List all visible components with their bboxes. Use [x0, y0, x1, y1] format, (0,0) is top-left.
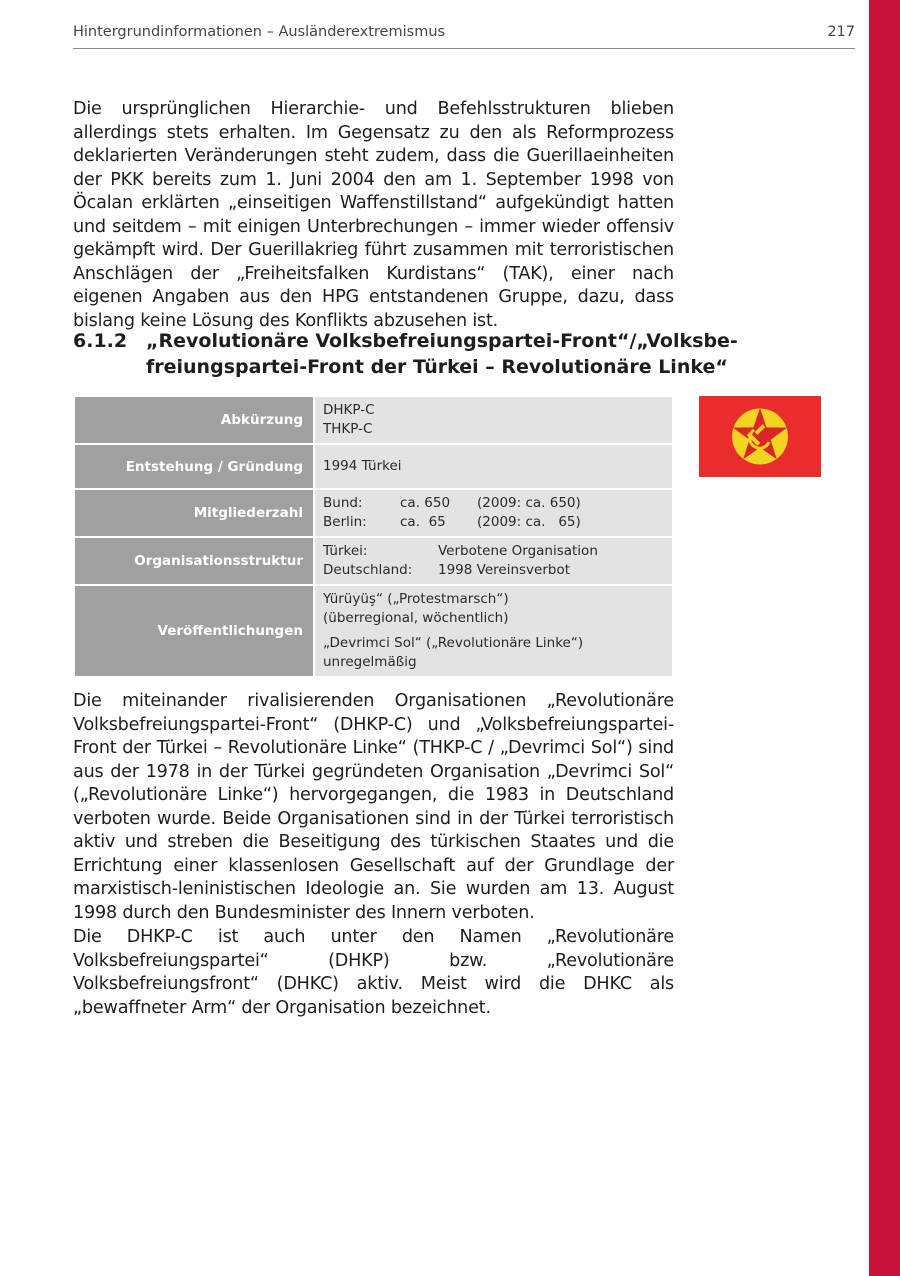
red-star-hammer-sickle-flag-icon: [699, 396, 821, 477]
members-place: Berlin:: [323, 514, 367, 530]
table-row-founding: [74, 444, 673, 489]
members-place: Bund:: [323, 495, 363, 511]
row-value: [314, 396, 673, 444]
table-row-structure: [74, 537, 673, 585]
header-title: Hintergrundinformationen – Ausländerextremismus: [73, 24, 446, 40]
row-value: [314, 537, 673, 585]
founding-value: 1994 Türkei: [314, 444, 673, 489]
row-value: [314, 489, 673, 537]
paragraph-organizations: Die miteinander rivalisierenden Organisationen „Revolutionäre Volksbefreiungspartei-Front“ (DHKP-C) und „Volksbefreiungspartei-Front der Türkei – Revolutionäre Linke“ (THKP-C / „Devrimci Sol“) sind aus der 1978 in der Türkei gegründeten Organisation „Devrimci Sol“ („Revolutionäre Linke“) hervorgegangen, die 1983 in Deutschland verboten wurde. Beide Organisationen sind in der Türkei terroristisch aktiv und streben die Beseitigung des türkischen Staates und die Errichtung einer klassenlosen Gesellschaft auf der Grundlage der marxistisch-leninistischen Ideologie an. Sie wurden am 13. August 1998 durch den Bundesminister des Innern verboten.: [73, 691, 674, 923]
paragraph-pkk-guerilla: Die ursprünglichen Hierarchie- und Befehlsstrukturen blieben allerdings stets erhalten. Im Gegensatz zu den als Reformprozess deklarierten Veränderungen steht zudem, dass die Guerillaeinheiten der PKK bereits zum 1. Juni 2004 den am 1. September 1998 von Öcalan erklärten „einseitigen Waffenstillstand“ aufgekündigt hatten und seitdem – mit einigen Unterbrechungen – immer wieder offensiv gekämpft wird. Der Guerillakrieg führt zusammen mit terroristischen Anschlägen der „Freiheitsfalken Kurdistans“ (TAK), einer nach eigenen Angaben aus den HPG entstandenen Gruppe, dazu, dass bislang keine Lösung des Konflikts abzusehen ist.: [73, 99, 674, 331]
structure-status: Verbotene Organisation: [438, 543, 598, 559]
publication-note: unregelmäßig: [323, 654, 417, 670]
side-color-bar: [869, 0, 900, 1276]
structure-place: Türkei:: [323, 543, 368, 559]
organization-info-table: [73, 395, 674, 678]
row-label: Entstehung / Gründung: [74, 444, 314, 489]
members-count: ca. 650: [400, 495, 451, 511]
row-label: Abkürzung: [74, 396, 314, 444]
dhkp-c-flag: [699, 396, 821, 477]
members-line: [323, 494, 664, 513]
members-line: [323, 513, 664, 532]
publication-title: „Devrimci Sol“ („Revolutionäre Linke“): [323, 635, 584, 651]
running-header: [73, 24, 855, 49]
section-title-line-2: freiungspartei-Front der Türkei – Revolutionäre Linke“: [146, 356, 728, 378]
abbreviation-value: THKP-C: [323, 421, 373, 437]
section-title-line-1: „Revolutionäre Volksbefreiungspartei-Front“/„Volksbe-: [146, 330, 738, 352]
structure-place: Deutschland:: [323, 562, 413, 578]
structure-line: [323, 542, 664, 561]
members-previous: (2009: ca. 65): [477, 514, 581, 530]
table-row-publications: [74, 585, 673, 677]
section-number: 6.1.2: [73, 330, 128, 352]
row-label: Mitgliederzahl: [74, 489, 314, 537]
paragraph-dhkc: Die DHKP-C ist auch unter den Namen „Revolutionäre Volksbefreiungspartei“ (DHKP) bzw. „Revolutionäre Volksbefreiungsfront“ (DHKC) aktiv. Meist wird die DHKC als „bewaffneter Arm“ der Organisation bezeichnet.: [73, 927, 674, 1018]
table-row-members: [74, 489, 673, 537]
row-label: Organisationsstruktur: [74, 537, 314, 585]
abbreviation-value: DHKP-C: [323, 402, 375, 418]
structure-line: [323, 561, 664, 580]
structure-status: 1998 Vereinsverbot: [438, 562, 571, 578]
section-title: [146, 328, 738, 380]
members-count: ca. 65: [400, 514, 446, 530]
row-value: [314, 585, 673, 677]
members-previous: (2009: ca. 650): [477, 495, 581, 511]
publication-note: (überregional, wöchentlich): [323, 610, 509, 626]
page-number: 217: [827, 24, 855, 40]
table-row-abbreviation: [74, 396, 673, 444]
row-label: Veröffentlichungen: [74, 585, 314, 677]
publication-title: Yürüyüş“ („Protestmarsch“): [323, 591, 509, 607]
